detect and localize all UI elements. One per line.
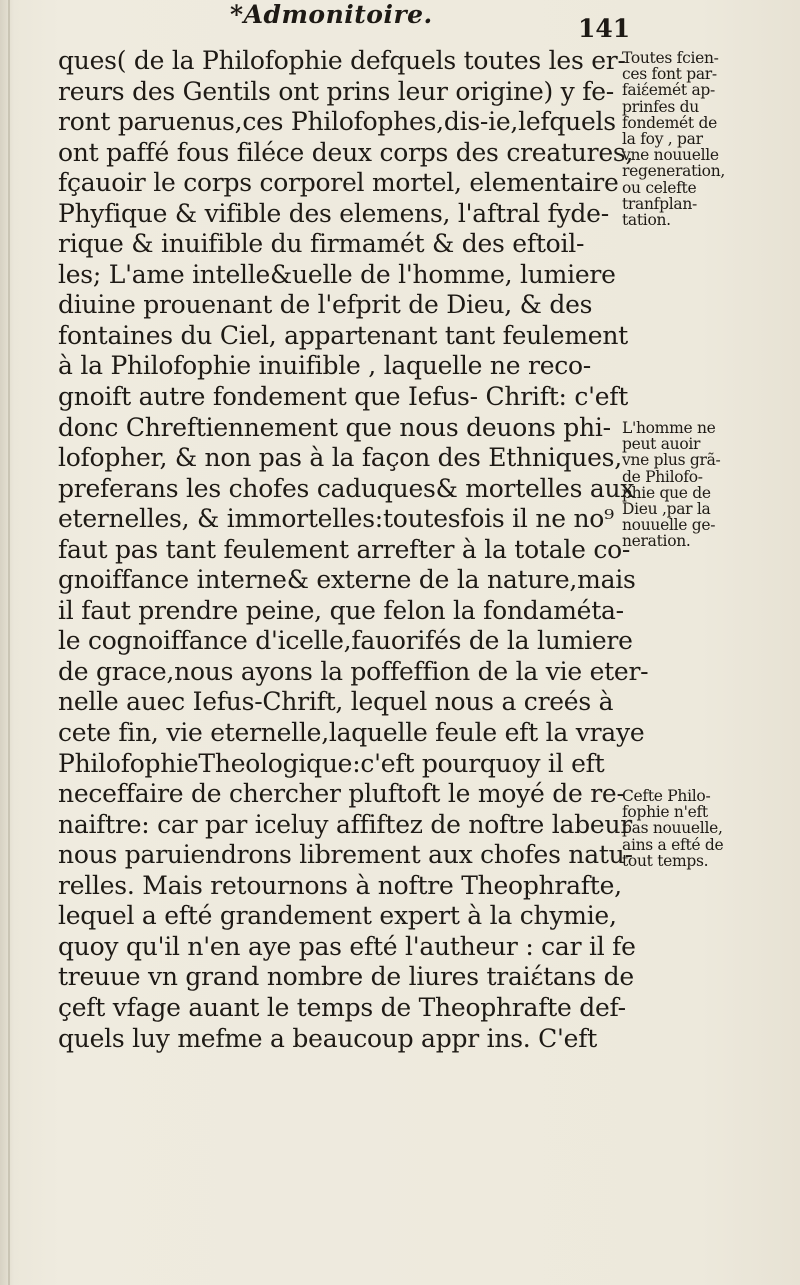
text-line: il faut prendre peine, que felon la fondaméta- — [58, 595, 624, 625]
marginal-note — [622, 420, 721, 550]
text-line: gnoiffance interne& externe de la nature,mais — [58, 565, 636, 595]
marginal-note-line: peut auoir — [622, 435, 701, 454]
text-line: reurs des Gentils ont prins leur origine) y fe- — [58, 76, 614, 106]
marginal-note-line: ou celefte — [622, 178, 697, 197]
text-line: relles. Mais retournons à noftre Theophrafte, — [58, 870, 622, 900]
marginal-note-line: Toutes fcien- — [622, 49, 719, 67]
text-line: ront paruenus,ces Philofophes,dis-ie,lefquels — [58, 107, 616, 137]
marginal-note-line: fophie n'eft — [622, 803, 708, 822]
text-line: neceffaire de chercher pluftoft le moyé de re- — [58, 779, 625, 809]
text-line: nous paruiendrons librement aux chofes natu- — [58, 840, 633, 870]
text-line: faut pas tant feulement arrefter à la totale co- — [58, 534, 631, 564]
marginal-note-line: Cefte Philo- — [622, 787, 711, 805]
text-line: gnoift autre fondement que Iefus- Chrift: c'eft — [58, 382, 629, 412]
text-line: ont paffé fous filéce deux corps des creatures, — [58, 137, 634, 167]
marginal-note-line: neration. — [622, 532, 691, 551]
marginal-note-line: pas nouuelle, — [622, 819, 723, 838]
marginal-note-line: fondemét de — [622, 113, 717, 132]
text-line: les; L'ame intelle&uelle de l'homme, lumiere — [58, 259, 616, 289]
text-line: treuue vn grand nombre de liures traiέtans de — [58, 962, 634, 992]
marginal-note-line: de Philofo- — [622, 467, 703, 486]
text-line: PhilofophieTheologique:c'eft pourquoy il eft — [58, 748, 605, 778]
marginal-note-line: regeneration, — [622, 162, 726, 181]
text-line: fçauoir le corps corporel mortel, elementaire — [58, 168, 619, 198]
marginal-note — [622, 50, 725, 228]
text-line: donc Chreftiennement que nous deuons phi- — [58, 412, 611, 442]
binding-gutter — [8, 0, 10, 1285]
text-line: quels luy mefme a beaucoup appr ins. C'eft — [58, 1023, 598, 1053]
text-line: rique & inuifible du firmamét & des eftoil- — [58, 229, 585, 259]
text-line: cete fin, vie eternelle,laquelle feule eft la vraye — [58, 718, 645, 748]
text-line: de grace,nous ayons la poffeffion de la vie eter- — [58, 656, 649, 686]
marginal-note-line: ains a efté de — [622, 835, 724, 854]
marginal-note-line: vne plus grã- — [622, 451, 721, 470]
marginal-note-line: vne nouuelle — [622, 146, 719, 165]
text-line: nelle auec Iefus-Chrift, lequel nous a creés à — [58, 687, 614, 717]
text-line: çeft vfage auant le temps de Theophrafte def- — [58, 992, 626, 1022]
text-line: ques( de la Philofophie defquels toutes les er- — [58, 46, 626, 75]
text-line: lequel a efté grandement expert à la chymie, — [58, 901, 617, 931]
text-line: fontaines du Ciel, appartenant tant feulement — [58, 320, 628, 350]
marginal-note-line: la foy , par — [622, 130, 703, 149]
running-head: *Admonitoire. — [230, 0, 433, 29]
marginal-note-line: tout temps. — [622, 851, 709, 870]
marginal-note-line: faiέemét ap- — [622, 81, 715, 100]
text-line: à la Philofophie inuifible , laquelle ne reco- — [58, 351, 592, 381]
text-line: lofopher, & non pas à la façon des Ethniques, — [58, 443, 622, 473]
marginal-note-line: phie que de — [622, 483, 711, 502]
text-line: quoy qu'il n'en ayе pas efté l'autheur : car il fe — [58, 931, 636, 961]
marginal-note-line: ces font par- — [622, 65, 717, 84]
text-line: le cognoiffance d'icelle,fauorifés de la lumiere — [58, 626, 633, 656]
text-line: eternelles, & immortelles:toutesfois il ne no⁹ — [58, 504, 614, 534]
text-line: naiftre: car par iceluy affiftez de noftre labeur — [58, 809, 632, 839]
text-line: diuine prouenant de l'efprit de Dieu, & des — [58, 290, 593, 320]
marginal-note-line: prinfes du — [622, 97, 699, 116]
marginal-note-line: tation. — [622, 211, 671, 230]
marginal-note-line: Dieu ,par la — [622, 500, 711, 519]
text-line: Phyfique & vifible des elemens, l'aftral fyde- — [58, 198, 609, 228]
marginal-note — [622, 788, 723, 869]
marginal-note-line: tranfplan- — [622, 194, 697, 213]
page-number: 141 — [578, 14, 631, 43]
marginal-note-line: L'homme ne — [622, 419, 716, 437]
text-line: preferans les chofes caduques& mortelles aux — [58, 473, 635, 503]
marginal-note-line: nouuelle ge- — [622, 516, 716, 535]
